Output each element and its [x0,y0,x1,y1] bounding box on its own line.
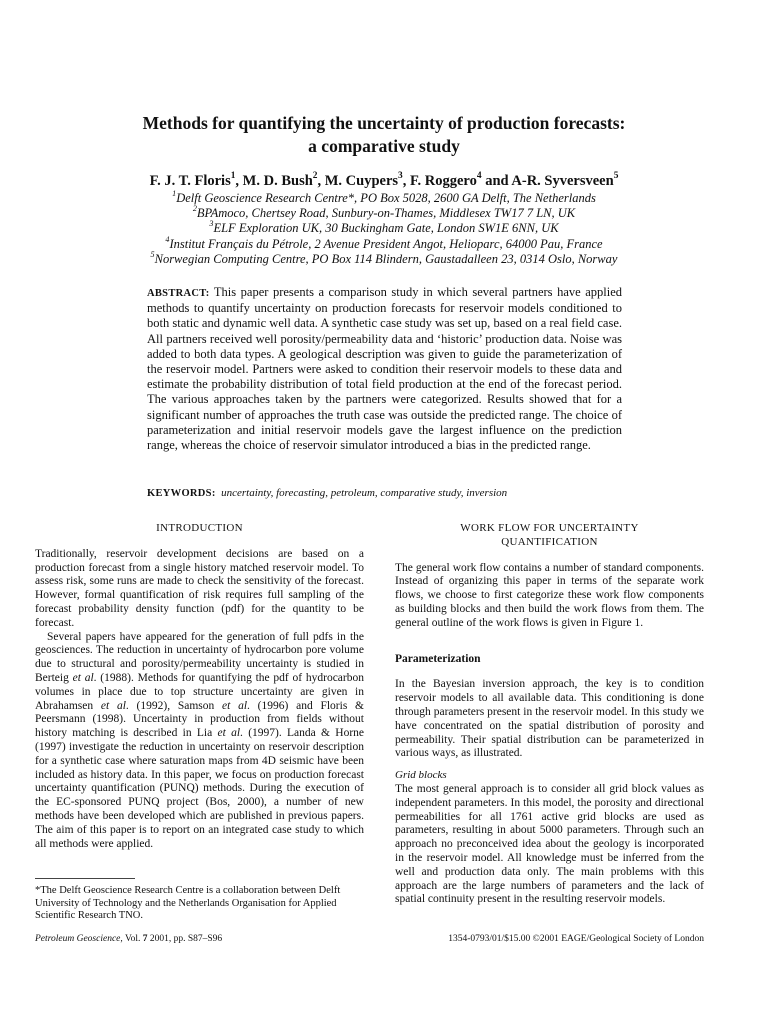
keywords [147,487,622,499]
author-name: F. J. T. Floris [149,173,231,189]
keywords-text: uncertainty, forecasting, petroleum, comparative study, inversion [221,487,508,499]
text-run: . (1992), Samson [125,699,223,712]
paragraph: Traditionally, reservoir development decisions are based on a production forecast from a single history matched reservoir model. To assess risk, some runs are made to check the sensitivity of the forecast. However, formal quantification of risk requires full sampling of the forecast probability density function (pdf) for the quantity to be forecast. [35,547,364,629]
title-line-2: a comparative study [308,136,460,156]
keywords-label: KEYWORDS: [147,488,216,499]
text-run: . (1997). Landa & Horne (1997) investigate the reduction in uncertainty on reservoir description for a synthetic case where saturation maps from 4D seismic have been included as history data. In this paper, we focus on production forecast uncertainty quantification (PUNQ) methods. During the execution of the EC-sponsored PUNQ project (Bos, 2000), a number of new methods have been developed which are published in previous papers. The aim of this paper is to report on an integrated case study to which all methods were applied. [35,727,365,850]
volume-number: 7 [142,934,148,944]
title-line-1: Methods for quantifying the uncertainty of production forecasts: [142,113,626,133]
right-column [395,522,704,907]
author-affil-mark: 3 [398,171,403,182]
abstract-label: ABSTRACT: [147,288,210,299]
paragraph: The general work flow contains a number of standard components. Instead of organizing this paper in terms of the separate work flows, we choose to first categorize these work flow components as building blocks and then build the work flows from them. The general outline of the work flows is given in Figure 1. [395,561,704,629]
affiliation-text: Delft Geoscience Research Centre*, PO Box 5028, 2600 GA Delft, The Netherlands [176,191,596,205]
text-run: . (1988). Methods for quantifying the pdf of hydrocarbon volumes in place due to top structure uncertainty are given in Abrahamsen [35,671,364,712]
author-name: , M. Cuypers [317,173,399,189]
text-run: Several papers have appeared for the generation of full pdfs in the geosciences. The reduction in uncertainty of hydrocarbon pore volume due to structural and porosity/permeability uncertainty is studied in Berteig [35,630,364,684]
affiliation-text: Norwegian Computing Centre, PO Box 114 Blindern, Gaustadalleen 23, 0314 Oslo, Norway [154,251,618,266]
author-affil-mark: 4 [476,171,482,182]
affiliation-number: 4 [165,234,170,244]
footnote-rule [35,878,135,879]
text-run: . (1996) and Floris & Peersmann (1998). Uncertainty in production from fields without history matching is described in Lia [35,699,364,740]
heading-line: QUANTIFICATION [501,535,598,548]
subheading-parameterization: Parameterization [395,652,481,665]
affiliation [40,206,728,221]
affiliation [40,249,728,267]
text-run: et al [72,671,94,684]
affiliation-text: BPAmoco, Chertsey Road, Sunbury-on-Thames, Middlesex TW17 7 LN, UK [196,206,576,221]
affiliation-number: 2 [192,204,197,214]
author-list [40,172,728,190]
affiliation-list [40,191,728,267]
heading-line: WORK FLOW FOR UNCERTAINTY [460,522,639,534]
journal-name: Petroleum Geoscience [35,934,121,944]
paragraph: The most general approach is to consider all grid block values as independent parameters. In this model, the porosity and directional permeabilities for all 1761 active grid blocks are used as parameters, resulting in about 5000 parameters. Through such an approach no preconceived idea about the geology is incorporated in the reservoir model. All knowledge must be inferred from the well and production data only. The main problems with this approach are the large numbers of parameters and the lack of spatial continuity present in the resulting reservoir models. [395,782,704,906]
section-heading-introduction: INTRODUCTION [156,522,243,534]
affiliation-number: 5 [150,249,155,259]
text-run: et al [217,727,241,740]
footer-citation [35,934,222,944]
abstract-text: This paper presents a comparison study in which several partners have applied methods to quantify uncertainty on production forecasts for reservoir models conditioned to both static and dynamic well data. A synthetic case study was set up, based on a real field case. All partners received well porosity/permeability data and ‘historic’ production data. Noise was added to both data types. A geological description was given to guide the parameterization of the reservoir model. Partners were asked to condition their reservoir models to these data and estimate the probability distribution of total field production at the end of the forecast period. The various approaches taken by the partners were categorized. Results showed that for a significant number of approaches the truth case was outside the predicted range. The choice of parameterization and initial reservoir models gave the largest influence on the prediction range, whereas the choice of reservoir simulator introduced a bias in the predicted range. [147,285,622,453]
affiliation [40,191,728,206]
affiliation [40,234,728,252]
author-name: , F. Roggero [402,173,477,189]
affiliation-number: 3 [209,219,214,229]
footer-copyright: 1354-0793/01/$15.00 ©2001 EAGE/Geological Society of London [448,934,704,944]
text-run: et al [222,699,248,712]
left-column [35,522,364,851]
section-heading-workflow [395,522,704,550]
affiliation-text: ELF Exploration UK, 30 Buckingham Gate, London SW1E 6NN, UK [213,221,559,236]
text-run: 2001, pp. S87–S96 [147,934,223,944]
text-run: , Vol. [120,934,143,944]
paragraph [35,631,364,852]
author-affil-mark: 5 [613,171,619,182]
author-affil-mark: 2 [312,171,318,182]
author-name: , M. D. Bush [235,173,313,189]
footnote: *The Delft Geoscience Research Centre is a collaboration between Delft University of Technology and the Netherlands Organisation for Applied Scientific Research TNO. [35,885,341,921]
subheading-grid-blocks: Grid blocks [395,769,447,782]
abstract [147,285,622,453]
text-run: et al [100,699,126,712]
affiliation-text: Institut Français du Pétrole, 2 Avenue President Angot, Helioparc, 64000 Pau, France [169,236,603,251]
author-affil-mark: 1 [230,171,236,182]
paragraph: In the Bayesian inversion approach, the key is to condition reservoir models to all available data. This conditioning is done through parameters present in the reservoir model. In this study we have concentrated on the spatial distribution of porosity and permeability. Their spatial distribution can be parameterized in various ways, as illustrated. [395,678,704,760]
affiliation-number: 1 [172,189,177,199]
author-name: and A-R. Syversveen [481,173,614,189]
affiliation [40,221,728,236]
paper-title [40,112,728,158]
